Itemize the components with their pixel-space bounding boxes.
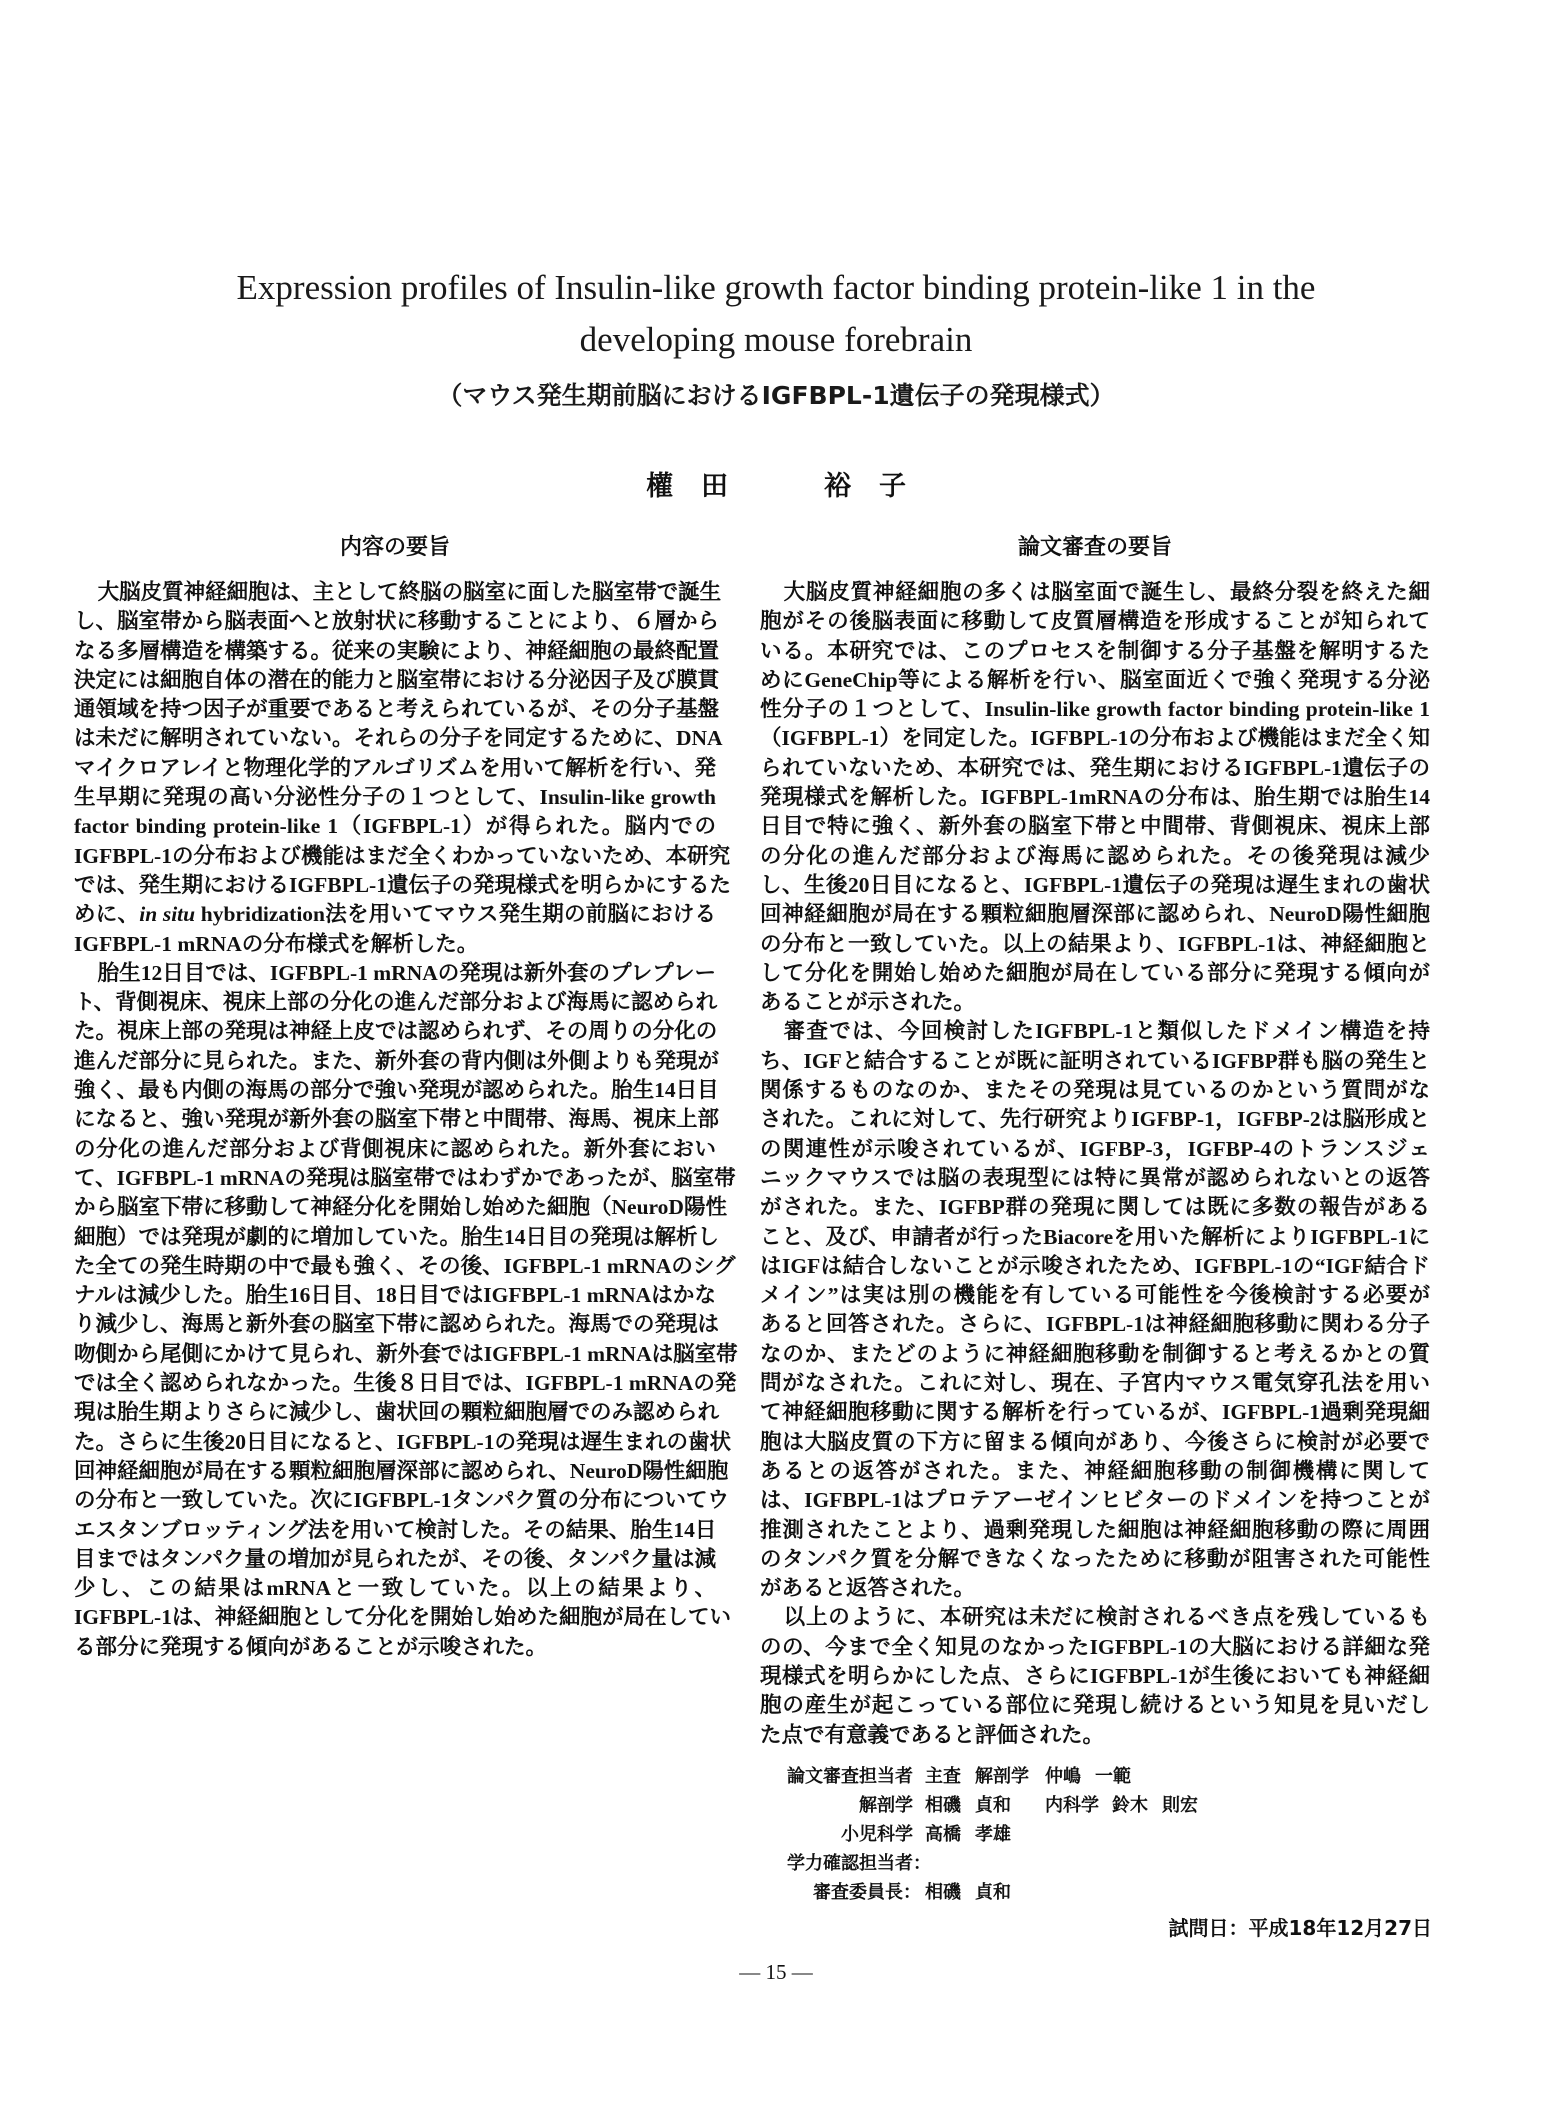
paragraph-line: ニックマウスでは脳の表現型には特に異常が認められないとの返答 (760, 1165, 1430, 1190)
author-family-char: 田 (701, 471, 728, 502)
paragraph-line: マイクロアレイと物理化学的アルゴリズムを用いて解析を行い、発 (74, 755, 716, 780)
paragraph-line: 以上のように、本研究は未だに検討されるべき点を残しているも (783, 1605, 1430, 1630)
exam-date: 試問日：平成18年12月27日 (1168, 1916, 1432, 1940)
paragraph-line: 進んだ部分に見られた。また、新外套の背内側は外側よりも発現が (74, 1048, 720, 1073)
title-english-line1: Expression profiles of Insulin-like growth factor binding protein-like 1 in the (236, 268, 1316, 307)
author-name (0, 464, 1552, 503)
paragraph-line: めにGeneChip等による解析を行い、脳室面近くで強く発現する分泌 (760, 667, 1430, 692)
paragraph-line: があると返答された。 (760, 1576, 976, 1601)
paragraph-line: 性分子の１つとして、Insulin-like growth factor binding protein-like 1 (760, 697, 1430, 722)
paragraph-line: 強く、最も内側の海馬の部分で強い発現が認められた。胎生14日目 (74, 1078, 719, 1103)
paragraph-line: の分化の進んだ部分および背側視床に認められた。新外套におい (74, 1136, 716, 1161)
paragraph-line: 細胞）では発現が劇的に増加していた。胎生14日目の発現は解析し (74, 1224, 720, 1249)
paragraph-line: がされた。また、IGFBP群の発現に関しては既に多数の報告がある (760, 1195, 1430, 1220)
paragraph-line: る部分に発現する傾向があることが示唆された。 (74, 1634, 548, 1659)
paragraph-line: なる多層構造を構築する。従来の実験により、神経細胞の最終配置 (74, 638, 720, 663)
paragraph-line: 目まではタンパク量の増加が見られたが、その後、タンパク量は減 (74, 1546, 716, 1571)
paragraph-line: 胎生12日目では、IGFBPL-1 mRNAの発現は新外套のプレプレー (97, 960, 716, 985)
author-family-char: 權 (646, 471, 673, 502)
review-column (760, 578, 1430, 1750)
member-given: 一範 (1095, 1766, 1131, 1787)
paragraph-line: のの、今まで全く知見のなかったIGFBPL-1の大脳における詳細な発 (760, 1634, 1430, 1659)
paragraph-line: ト、背側視床、視床上部の分化の進んだ部分および海馬に認められ (74, 990, 718, 1015)
paragraph-line: の分化の進んだ部分および海馬に認められた。その後発現は減少 (760, 843, 1430, 868)
member-family: 高橋 (925, 1824, 961, 1845)
abstract-column (74, 578, 738, 1662)
member-dept: 解剖学 (975, 1766, 1029, 1787)
paragraph-line: し、生後20日目になると、IGFBPL-1遺伝子の発現は遅生まれの歯状 (760, 872, 1430, 897)
paragraph-line: factor binding protein-like 1（IGFBPL-1）が得られた。脳内での (74, 814, 716, 839)
paragraph-line: 関係するものなのか、またその発現は見ているのかという質問がな (760, 1078, 1430, 1103)
paragraph-line: し、脳室帯から脳表面へと放射状に移動することにより、６層から (74, 609, 720, 634)
paragraph-line: 発現様式を解析した。IGFBPL-1mRNAの分布は、胎生期では胎生14 (760, 785, 1430, 810)
paragraph-line: は未だに解明されていない。それらの分子を同定するために、DNA (74, 726, 723, 751)
paragraph-line: 回神経細胞が局在する顆粒細胞層深部に認められ、NeuroD陽性細胞 (74, 1458, 729, 1483)
paragraph-line: めに、in situ hybridization法を用いてマウス発生期の前脳における (74, 902, 716, 927)
paragraph-line: た。さらに生後20日目になると、IGFBPL-1の発現は遅生まれの歯状 (74, 1429, 731, 1454)
title-japanese: （マウス発生期前脳におけるIGFBPL-1遺伝子の発現様式） (437, 381, 1115, 410)
member-family: 鈴木 (1112, 1795, 1148, 1816)
paragraph-line: 大脳皮質神経細胞は、主として終脳の脳室に面した脳室帯で誕生 (97, 580, 722, 604)
paragraph-line: された。これに対して、先行研究よりIGFBP-1，IGFBP-2は脳形成と (760, 1107, 1430, 1132)
italic-term: in situ (139, 902, 196, 927)
paragraph-line: た。視床上部の発現は神経上皮では認められず、その周りの分化の (74, 1019, 718, 1044)
academic-confirm-label: 学力確認担当者： (787, 1853, 931, 1874)
paragraph-line: 問がなされた。これに対し、現在、子宮内マウス電気穿孔法を用い (760, 1371, 1430, 1396)
member-family: 相磯 (925, 1795, 961, 1816)
paragraph-line: 大脳皮質神経細胞の多くは脳室面で誕生し、最終分裂を終えた細 (783, 580, 1430, 604)
author-given-char: 子 (879, 471, 906, 502)
paragraph-line: り減少し、海馬と新外套の脳室下帯に認められた。海馬での発現は (74, 1312, 720, 1337)
chair-label: 審査委員長： (813, 1882, 921, 1903)
member-dept: 内科学 (1045, 1795, 1099, 1816)
author-given-char: 裕 (824, 471, 851, 502)
paragraph-line: なのか、またどのように神経細胞移動を制御すると考えるかとの質 (760, 1341, 1430, 1366)
paragraph-line: あると回答された。さらに、IGFBPL-1は神経細胞移動に関わる分子 (760, 1312, 1430, 1337)
paragraph-line: （IGFBPL-1）を同定した。IGFBPL-1の分布および機能はまだ全く知 (760, 726, 1430, 751)
paragraph-line: はIGFは結合しないことが示唆されたため、IGFBPL-1の“IGF結合ド (760, 1253, 1430, 1278)
paragraph-line: あるとの返答がされた。また、神経細胞移動の制御機構に関して (760, 1458, 1430, 1483)
paragraph-line: 現は胎生期よりさらに減少し、歯状回の顆粒細胞層でのみ認められ (74, 1400, 720, 1425)
paragraph-line: 生早期に発現の高い分泌性分子の１つとして、Insulin-like growth (74, 785, 716, 810)
review-heading: 論文審査の要旨 (1017, 535, 1172, 560)
paragraph-line: あることが示された。 (760, 990, 976, 1015)
title-english-line2: developing mouse forebrain (579, 320, 973, 359)
paragraph-line: て神経細胞移動に関する解析を行っているが、IGFBPL-1過剰発現細 (760, 1400, 1430, 1425)
member-given: 則宏 (1162, 1795, 1198, 1816)
paragraph-line: では全く認められなかった。生後８日目では、IGFBPL-1 mRNAの発 (74, 1371, 737, 1396)
member-family: 仲嶋 (1045, 1766, 1081, 1787)
chair-family: 相磯 (925, 1882, 961, 1903)
paragraph-line: いる。本研究では、このプロセスを制御する分子基盤を解明するた (760, 638, 1430, 663)
paragraph-line: IGFBPL-1の分布および機能はまだ全くわかっていないため、本研究 (74, 843, 731, 868)
paragraph-line: 胞がその後脳表面に移動して皮質層構造を形成することが知られて (760, 609, 1430, 634)
paragraph-line: た全ての発生時期の中で最も強く、その後、IGFBPL-1 mRNAのシグ (74, 1253, 736, 1278)
chair-given: 貞和 (975, 1882, 1011, 1903)
paragraph-line: 推測されたことより、過剰発現した細胞は神経細胞移動の際に周囲 (760, 1517, 1430, 1542)
paragraph-line: から脳室下帯に移動して神経分化を開始し始めた細胞（NeuroD陽性 (74, 1195, 727, 1220)
paragraph-line: では、発生期におけるIGFBPL-1遺伝子の発現様式を明らかにするた (74, 872, 731, 897)
paragraph-line: IGFBPL-1は、神経細胞として分化を開始し始めた細胞が局在してい (74, 1605, 731, 1630)
paragraph-line: になると、強い発現が新外套の脳室下帯と中間帯、海馬、視床上部 (74, 1107, 720, 1132)
paragraph-line: 胞は大脳皮質の下方に留まる傾向があり、今後さらに検討が必要で (760, 1429, 1430, 1454)
paragraph-line: メイン”は実は別の機能を有している可能性を今後検討する必要が (760, 1283, 1430, 1308)
paragraph-line: して分化を開始し始めた細胞が局在している部分に発現する傾向が (760, 960, 1430, 985)
member-given: 貞和 (975, 1795, 1011, 1816)
paragraph-line: の分布と一致していた。以上の結果より、IGFBPL-1は、神経細胞と (760, 931, 1430, 956)
paragraph-line: 現様式を明らかにした点、さらにIGFBPL-1が生後においても神経細 (760, 1663, 1430, 1688)
committee-label: 論文審査担当者 (787, 1766, 913, 1787)
paragraph-line: 吻側から尾側にかけて見られ、新外套ではIGFBPL-1 mRNAは脳室帯 (74, 1341, 738, 1366)
paragraph-line: 通領域を持つ因子が重要であると考えられているが、その分子基盤 (74, 697, 720, 722)
paragraph-line: エスタンブロッティング法を用いて検討した。その結果、胎生14日 (74, 1517, 717, 1542)
paragraph-line: 胞の産生が起こっている部位に発現し続けるという知見を見いだし (760, 1693, 1430, 1718)
paragraph-line: こと、及び、申請者が行ったBiacoreを用いた解析によりIGFBPL-1に (760, 1224, 1430, 1249)
paragraph-line: の分布と一致していた。次にIGFBPL-1タンパク質の分布についてウ (74, 1488, 730, 1513)
paragraph-line: られていないため、本研究では、発生期におけるIGFBPL-1遺伝子の (760, 755, 1430, 780)
paragraph-line: 日目で特に強く、新外套の脳室下帯と中間帯、背側視床、視床上部 (760, 814, 1430, 839)
paragraph-line: の関連性が示唆されているが、IGFBP-3，IGFBP-4のトランスジェ (760, 1136, 1430, 1161)
member-given: 孝雄 (975, 1824, 1011, 1845)
paragraph-line: 少し、この結果はmRNAと一致していた。以上の結果より、 (74, 1576, 716, 1601)
member-dept: 解剖学 (859, 1795, 913, 1816)
paragraph-line: 審査では、今回検討したIGFBPL-1と類似したドメイン構造を持 (783, 1019, 1430, 1044)
paragraph-line: IGFBPL-1 mRNAの分布様式を解析した。 (74, 931, 479, 956)
paragraph-line: ナルは減少した。胎生16日目、18日目ではIGFBPL-1 mRNAはかな (74, 1283, 716, 1308)
paragraph-line: 回神経細胞が局在する顆粒細胞層深部に認められ、NeuroD陽性細胞 (760, 902, 1430, 927)
page-number: — 15 — (739, 1960, 813, 1984)
member-dept: 小児科学 (841, 1824, 913, 1845)
paragraph-line: 決定には細胞自体の潜在的能力と脳室帯における分泌因子及び膜貫 (74, 667, 720, 692)
abstract-heading: 内容の要旨 (339, 535, 450, 560)
paragraph-line: て、IGFBPL-1 mRNAの発現は脳室帯ではわずかであったが、脳室帯 (74, 1165, 736, 1190)
paragraph-line: のタンパク質を分解できなくなったために移動が阻害された可能性 (760, 1546, 1430, 1571)
paragraph-line: た点で有意義であると評価された。 (760, 1722, 1105, 1747)
paragraph-line: ち、IGFと結合することが既に証明されているIGFBP群も脳の発生と (760, 1048, 1430, 1073)
paragraph-line: は、IGFBPL-1はプロテアーゼインヒビターのドメインを持つことが (760, 1488, 1430, 1513)
chief-label: 主査 (925, 1766, 961, 1787)
